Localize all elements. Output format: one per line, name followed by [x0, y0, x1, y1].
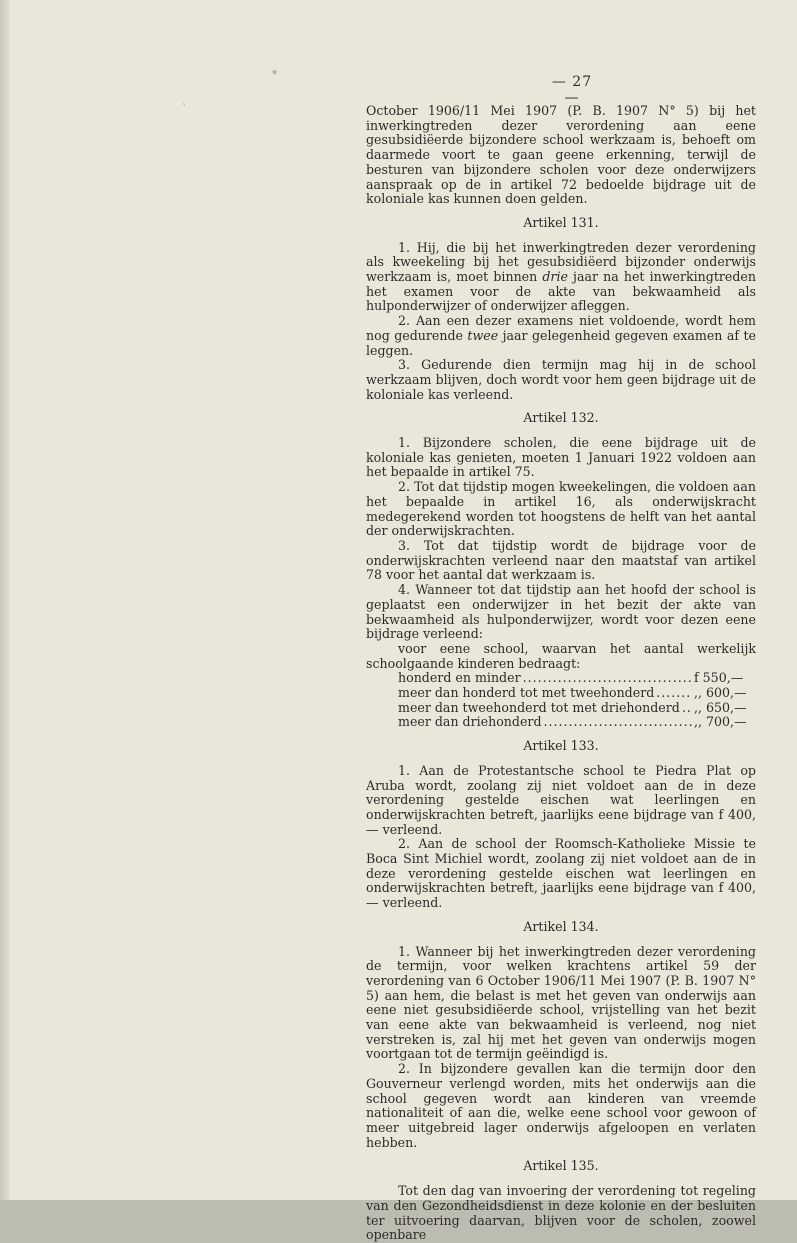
article-131-para-1: 1. Hij, die bij het inwerkingtreden dezer verordening als kweekeling bij het gesubsidiëerd bijzonder onderwijs werkzaam is, moet binnen drie jaar na het inwerkingtreden het examen voor de akte van bekwaamheid als hulponderwijzer of onderwijzer afleggen. [366, 239, 756, 314]
subsidy-amount: ,, 700,— [694, 714, 747, 730]
dot-leader [656, 686, 692, 701]
subsidy-label: meer dan honderd tot met tweehonderd [398, 685, 655, 701]
article-132-heading: Artikel 132. [523, 410, 599, 426]
subsidy-amount: ,, 650,— [694, 699, 747, 715]
article-132-para-2: 2. Tot dat tijdstip mogen kweekelingen, die voldoen aan het bepaalde in artikel 16, als onderwijskracht medegerekend worden tot hoogstens de helft van het aantal der onderwijskrachten. [366, 479, 756, 539]
binding-edge [0, 0, 10, 1200]
article-132-para-1: 1. Bijzondere scholen, die eene bijdrage uit de koloniale kas genieten, moeten 1 Januari 1922 voldoen aan het bepaalde in artikel 75. [366, 435, 756, 480]
article-132-para-3: 3. Tot dat tijdstip wordt de bijdrage voor de onderwijskrachten verleend naar den maatstaf van artikel 78 voor het aantal dat werkzaam is. [366, 537, 756, 583]
article-131-para-3: 3. Gedurende dien termijn mag hij in de school werkzaam blijven, doch wordt voor hem geen bijdrage uit de koloniale kas verleend. [366, 357, 756, 402]
subsidy-table [366, 671, 756, 730]
article-134-heading: Artikel 134. [523, 918, 599, 934]
stray-mark: ˋ [182, 104, 187, 115]
subsidy-label: honderd en minder [398, 670, 521, 686]
article-132-para-4: 4. Wanneer tot dat tijdstip aan het hoofd der school is geplaatst een onderwijzer in het bezit der akte van bekwaamheid als hulponderwijzer, wordt voor dezen eene bijdrage verleend: [366, 582, 756, 642]
subsidy-row [398, 715, 756, 730]
subsidy-row [398, 686, 756, 701]
article-131-para-2: 2. Aan een dezer examens niet voldoende, wordt hem nog gedurende twee jaar gelegenheid gegeven examen af te leggen. [366, 313, 756, 358]
article-132-para-5: voor eene school, waarvan het aantal werkelijk schoolgaande kinderen bedraagt: [366, 640, 756, 671]
dot-leader [682, 701, 692, 716]
article-133-para-1: 1. Aan de Protestantsche school te Piedra Plat op Aruba wordt, zoolang zij niet voldoet aan de in deze verordening gestelde eischen wat leerlingen en onderwijskrachten betreft, jaarlijks eene bijdrage van f 400,— verleend. [366, 762, 756, 837]
dot-leader [544, 715, 692, 730]
subsidy-row [398, 671, 756, 686]
subsidy-label: meer dan tweehonderd tot met driehonderd [398, 699, 680, 715]
article-134-para-2: 2. In bijzondere gevallen kan die termijn door den Gouverneur verlengd worden, mits het onderwijs aan die school gegeven wordt aan kinderen van vreemde nationaliteit of aan die, welke eene school voor gewoon of meer uitgebreid lager onderwijs afgeloopen en verlaten hebben. [366, 1061, 756, 1150]
article-135-para-1: Tot den dag van invoering der verordening tot regeling van den Gezondheidsdienst in deze kolonie en der besluiten ter uitvoering daarvan, blijven voor de scholen, zoowel openbare [366, 1183, 756, 1243]
article-133-heading: Artikel 133. [523, 738, 599, 754]
page-number: — 27 — [551, 74, 593, 106]
article-134-para-1: 1. Wanneer bij het inwerkingtreden dezer verordening de termijn, voor welken krachtens artikel 59 der verordening van 6 October 1906/11 Mei 1907 (P. B. 1907 N° 5) aan hem, die belast is met het geven van onderwijs aan eene niet gesubsidiëerde school, vrijstelling van het bezit van eene akte van bekwaamheid is verleend, nog niet verstreken is, zal hij met het geven van onderwijs mogen voortgaan tot de termijn geëindigd is. [366, 943, 756, 1062]
intro-paragraph: October 1906/11 Mei 1907 (P. B. 1907 N° 5) bij het inwerkingtreden dezer verordening aan eene gesubsidiëerde bijzondere school werkzaam is, behoeft om daarmede voort te gaan geene erkenning, terwijl de besturen van bijzondere scholen voor deze onderwijzers aanspraak op de in artikel 72 bedoelde bijdrage uit de koloniale kas kunnen doen gelden. [366, 103, 756, 207]
article-135-heading: Artikel 135. [523, 1158, 599, 1174]
article-133-para-2: 2. Aan de school der Roomsch-Katholieke Missie te Boca Sint Michiel wordt, zoolang zij niet voldoet aan de in deze verordening gestelde eischen wat leerlingen en onderwijskrachten betreft, jaarlijks eene bijdrage van f 400,— verleend. [366, 836, 756, 911]
subsidy-amount: ,, 600,— [694, 685, 747, 701]
dot-leader [523, 671, 692, 686]
subsidy-amount: f 550,— [694, 670, 744, 686]
body-text [366, 104, 756, 1243]
stray-mark: ⁎ [272, 66, 277, 77]
subsidy-row [398, 701, 756, 716]
article-131-heading: Artikel 131. [523, 214, 599, 230]
subsidy-label: meer dan driehonderd [398, 714, 542, 730]
